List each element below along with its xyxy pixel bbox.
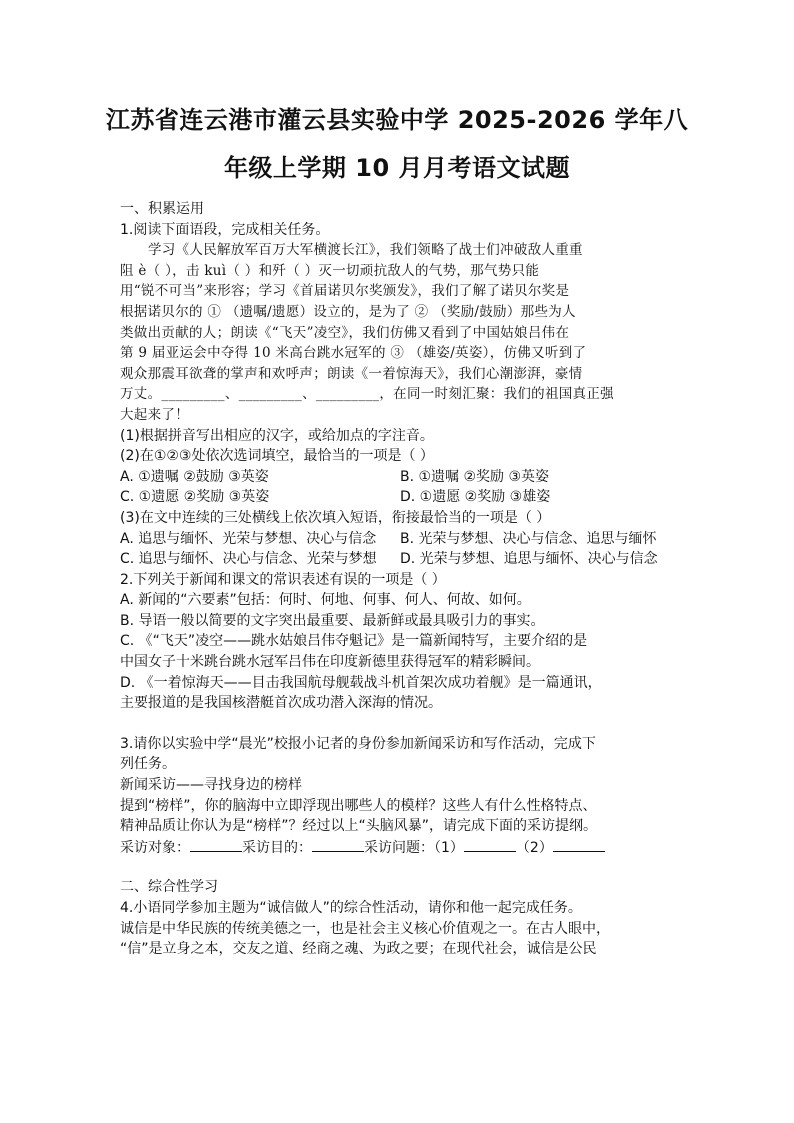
passage-line: 第 9 届亚运会中夺得 10 米高台跳水冠军的 ③ （雄姿/英姿），仿佛又听到了 [120, 345, 587, 362]
question-2-option-b: B. 导语一般以简要的文字突出最重要、最新鲜或最具吸引力的事实。 [120, 612, 545, 629]
option-d: D. 光荣与梦想、追思与缅怀、决心与信念 [400, 551, 658, 568]
question-1-sub-2-options-row-2 [120, 487, 680, 508]
question-3-para-cont: 精神品质让你认为是“榜样”？经过以上“头脑风暴”，请完成下面的采访提纲。 [120, 818, 598, 835]
question-1-passage [120, 240, 680, 425]
question-1-sub-3-options-row-1 [120, 529, 680, 550]
passage-line: 用“锐不可当”来形容；学习《首届诺贝尔奖颁发》，我们了解了诺贝尔奖是 [120, 283, 570, 300]
passage-line: 类做出贡献的人；朗读《“飞天”凌空》，我们仿佛又看到了中国姑娘吕伟在 [120, 324, 570, 341]
spacer [120, 857, 680, 877]
page-title [100, 96, 694, 192]
question-2-option-c: C. 《“飞天”凌空——跳水姑娘吕伟夺魁记》是一篇新闻特写，主要介绍的是 [120, 633, 588, 650]
passage-line: 大起来了！ [120, 406, 189, 423]
question-1-sub-2: (2)在①②③处依次选词填空，最恰当的一项是（ ） [120, 448, 434, 465]
interview-purpose-blank[interactable] [312, 837, 364, 852]
question-2-option-d: D. 《一着惊海天——目击我国航母舰载战斗机首架次成功着舰》是一篇通讯， [120, 674, 602, 691]
question-3-para: 提到“榜样”，你的脑海中立即浮现出哪些人的模样？这些人有什么性格特点、 [120, 797, 597, 814]
title-line-1: 江苏省连云港市灌云县实验中学 2025-2026 学年八 [105, 106, 689, 134]
question-3-stem-cont: 列任务。 [120, 756, 176, 773]
option-c: C. ①遗愿 ②奖励 ③英姿 [120, 489, 270, 506]
option-c: C. 追思与缅怀、决心与信念、光荣与梦想 [120, 551, 377, 568]
interview-questions-label: 采访问题：（1） [364, 839, 464, 856]
spacer [120, 714, 680, 734]
question-1-stem: 1.阅读下面语段，完成相关任务。 [120, 221, 330, 238]
interview-question-2-label: （2） [515, 839, 553, 856]
question-4-stem: 4.小语同学参加主题为“诚信做人”的综合性活动，请你和他一起完成任务。 [120, 900, 582, 916]
option-b: B. ①遗嘱 ②奖励 ③英姿 [400, 468, 550, 485]
question-2-option-a: A. 新闻的“六要素”包括：何时、何地、何事、何人、何故、如何。 [120, 592, 531, 609]
question-1-sub-2-options-row-1 [120, 467, 680, 488]
passage-line: 根据诺贝尔的 ① （遗嘱/遗愿）设立的，是为了 ② （奖励/鼓励）那些为人 [120, 303, 576, 320]
option-b: B. 光荣与梦想、决心与信念、追思与缅怀 [400, 530, 657, 547]
passage-line: 万丈。_________、_________、_________，在同一时刻汇聚：我们的祖国真正强 [120, 386, 614, 403]
question-2-stem: 2.下列关于新闻和课文的常识表述有误的一项是（ ） [120, 571, 446, 588]
interview-target-label: 采访对象： [120, 839, 190, 856]
question-1-sub-3: (3)在文中连续的三处横线上依次填入短语，衔接最恰当的一项是（ ） [120, 509, 551, 526]
interview-purpose-label: 采访目的： [242, 839, 312, 856]
question-4-para: 诚信是中华民族的传统美德之一，也是社会主义核心价值观之一。在古人眼中， [120, 920, 610, 937]
passage-line: 学习《人民解放军百万大军横渡长江》，我们领略了战士们冲破敌人重重 [148, 242, 583, 259]
interview-outline-fields [120, 837, 680, 858]
option-a: A. 追思与缅怀、光荣与梦想、决心与信念 [120, 530, 377, 547]
section-heading-2: 二、综合性学习 [120, 879, 218, 896]
option-a: A. ①遗嘱 ②鼓励 ③英姿 [120, 468, 269, 485]
question-1-sub-3-options-row-2 [120, 549, 680, 570]
interview-question-2-blank[interactable] [553, 837, 605, 852]
title-line-2: 年级上学期 10 月月考语文试题 [223, 154, 571, 182]
section-heading-1: 一、积累运用 [120, 201, 204, 217]
interview-question-1-blank[interactable] [464, 837, 516, 852]
question-3-stem: 3.请你以实验中学“晨光”校报小记者的身份参加新闻采访和写作活动，完成下 [120, 735, 596, 752]
question-3-subtitle: 新闻采访——寻找身边的榜样 [120, 777, 302, 794]
option-d: D. ①遗愿 ②奖励 ③雄姿 [400, 489, 551, 506]
question-2-option-d-cont: 主要报道的是我国核潜艇首次成功潜入深海的情况。 [120, 695, 442, 712]
question-1-sub-1: (1)根据拼音写出相应的汉字，或给加点的字注音。 [120, 427, 434, 444]
interview-target-blank[interactable] [190, 837, 242, 852]
question-4-para-cont: “信”是立身之本，交友之道、经商之魂、为政之要；在现代社会，诚信是公民 [120, 941, 597, 958]
exam-content [120, 199, 680, 960]
passage-line: 观众那震耳欲聋的掌声和欢呼声；朗读《一着惊海天》，我们心潮澎湃，豪情 [120, 365, 583, 382]
question-2-option-c-cont: 中国女子十米跳台跳水冠军吕伟在印度新德里获得冠军的精彩瞬间。 [120, 654, 540, 671]
passage-line: 阻 è（ ），击 kuì（ ）和歼（ ）灭一切顽抗敌人的气势，那气势只能 [120, 262, 540, 279]
